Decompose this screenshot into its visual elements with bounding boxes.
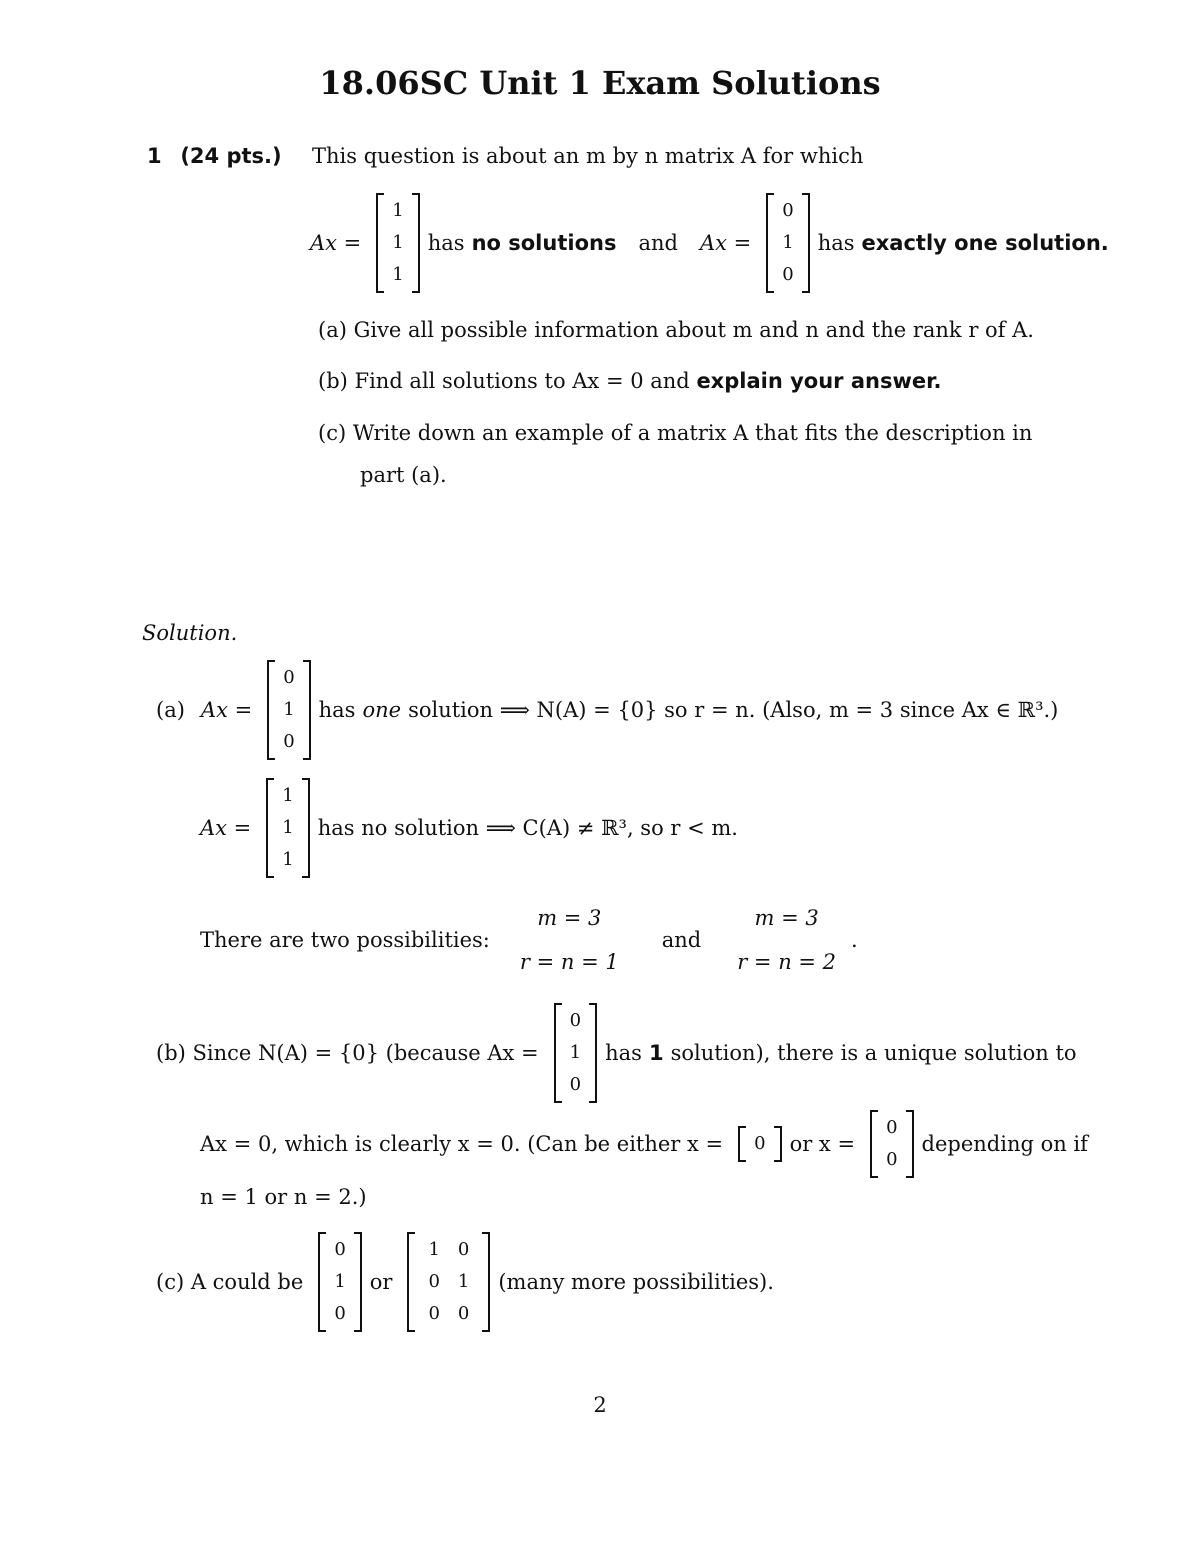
c-matrix-2-entry: 0 bbox=[457, 1239, 470, 1260]
problem-intro: This question is about an m by n matrix A for which bbox=[312, 144, 864, 168]
a1-vector-entry: 1 bbox=[283, 699, 295, 720]
b-vector-entry: 0 bbox=[569, 1010, 582, 1031]
b-vector-entry: 0 bbox=[569, 1074, 582, 1095]
part-c-line1: (c) Write down an example of a matrix A that fits the description in bbox=[318, 421, 1033, 445]
c-matrix-2-entry: 0 bbox=[428, 1303, 440, 1324]
a2-vector bbox=[266, 778, 309, 878]
b-line1-post: solution), there is a unique solution to bbox=[670, 1041, 1077, 1065]
eq2-text-bold: exactly one solution. bbox=[861, 231, 1109, 255]
a2-vector-entry: 1 bbox=[282, 817, 294, 838]
eq2-vector-entry: 1 bbox=[782, 232, 794, 253]
eq2-lhs: Ax = bbox=[699, 231, 752, 255]
a2-vector-entry: 1 bbox=[282, 849, 294, 870]
solution-b-line1 bbox=[156, 1003, 1084, 1103]
part-c-line2: part (a). bbox=[360, 463, 447, 487]
possibility-1 bbox=[520, 896, 619, 984]
b-line2-post: depending on if bbox=[921, 1132, 1088, 1156]
possibilities-text: There are two possibilities: bbox=[200, 928, 490, 952]
c-pre: (c) A could be bbox=[156, 1270, 304, 1294]
part-b bbox=[318, 369, 941, 393]
eq2-text-pre: has bbox=[817, 231, 855, 255]
solution-c-line bbox=[156, 1232, 781, 1332]
c-post: (many more possibilities). bbox=[498, 1270, 774, 1294]
solution-b-line2 bbox=[200, 1110, 1095, 1178]
eq1-vector-entry: 1 bbox=[392, 200, 404, 221]
c-matrix-1 bbox=[318, 1232, 361, 1332]
a1-vector-entry: 0 bbox=[283, 667, 295, 688]
part-b-text: (b) Find all solutions to Ax = 0 and bbox=[318, 369, 690, 393]
poss2-top: m = 3 bbox=[754, 906, 819, 930]
b-line2-pre: Ax = 0, which is clearly x = 0. (Can be either x = bbox=[200, 1132, 724, 1156]
c-matrix-2-entry: 1 bbox=[428, 1239, 440, 1260]
c-matrix-2-entry: 1 bbox=[457, 1271, 470, 1292]
eq1-lhs: Ax = bbox=[310, 231, 362, 255]
a1-text-post: solution ⟹ N(A) = {0} so r = n. (Also, m = 3 since Ax ∈ ℝ³.) bbox=[408, 698, 1059, 722]
a2-lhs: Ax = bbox=[200, 816, 252, 840]
solution-a-line1 bbox=[156, 660, 1065, 760]
b-line1-pre: (b) Since N(A) = {0} (because Ax = bbox=[156, 1041, 539, 1065]
c-matrix-1-entry: 1 bbox=[334, 1271, 346, 1292]
b-vec1-entry: 0 bbox=[754, 1133, 766, 1154]
eq1-vector-entry: 1 bbox=[392, 264, 404, 285]
a1-text-em: one bbox=[362, 698, 402, 722]
poss-and: and bbox=[661, 928, 702, 952]
c-matrix-1-entry: 0 bbox=[334, 1239, 346, 1260]
eq1-text-pre: has bbox=[427, 231, 465, 255]
problem-number: 1 bbox=[147, 144, 162, 168]
poss1-bottom: r = n = 1 bbox=[519, 950, 619, 974]
solution-label: Solution. bbox=[142, 621, 238, 645]
eq2-vector bbox=[766, 193, 809, 293]
page-number: 2 bbox=[593, 1393, 607, 1417]
problem-header bbox=[147, 144, 282, 168]
b-vec2-entry: 0 bbox=[886, 1117, 898, 1138]
a1-vector bbox=[267, 660, 310, 760]
b-vec2 bbox=[870, 1110, 913, 1178]
eq1-text-bold: no solutions bbox=[471, 231, 617, 255]
poss1-top: m = 3 bbox=[537, 906, 602, 930]
problem-points: (24 pts.) bbox=[180, 144, 282, 168]
poss-end: . bbox=[851, 928, 858, 952]
b-vec2-entry: 0 bbox=[886, 1149, 898, 1170]
b-or: or x = bbox=[789, 1132, 856, 1156]
a2-text: has no solution ⟹ C(A) ≠ ℝ³, so r < m. bbox=[317, 816, 738, 840]
b-line3: n = 1 or n = 2.) bbox=[200, 1185, 367, 1209]
eq1-vector bbox=[376, 193, 419, 293]
page-title: 18.06SC Unit 1 Exam Solutions bbox=[319, 64, 881, 102]
a1-text-pre: has bbox=[318, 698, 356, 722]
c-matrix-1-entry: 0 bbox=[334, 1303, 346, 1324]
c-or: or bbox=[369, 1270, 393, 1294]
eq2-vector-entry: 0 bbox=[782, 264, 794, 285]
c-matrix-2-entry: 0 bbox=[457, 1303, 470, 1324]
possibilities-line bbox=[200, 896, 865, 984]
possibility-2 bbox=[737, 896, 836, 984]
a1-vector-entry: 0 bbox=[283, 731, 295, 752]
solution-a-line2 bbox=[200, 778, 745, 878]
b-vector bbox=[554, 1003, 597, 1103]
c-matrix-2-entry: 0 bbox=[428, 1271, 440, 1292]
part-b-bold: explain your answer. bbox=[696, 369, 942, 393]
solution-a-label: (a) bbox=[156, 698, 185, 722]
a2-vector-entry: 1 bbox=[282, 785, 294, 806]
poss2-bottom: r = n = 2 bbox=[737, 950, 837, 974]
b-line1-has: has bbox=[605, 1041, 642, 1065]
b-vec1 bbox=[738, 1126, 781, 1162]
part-a: (a) Give all possible information about m and n and the rank r of A. bbox=[318, 318, 1034, 342]
b-vector-entry: 1 bbox=[569, 1042, 582, 1063]
eq1-vector-entry: 1 bbox=[392, 232, 404, 253]
problem-equations bbox=[310, 193, 1116, 293]
c-matrix-2 bbox=[407, 1232, 490, 1332]
b-line1-bold: 1 bbox=[648, 1041, 664, 1065]
eq-and: and bbox=[638, 231, 678, 255]
eq2-vector-entry: 0 bbox=[782, 200, 794, 221]
a1-lhs: Ax = bbox=[200, 698, 253, 722]
